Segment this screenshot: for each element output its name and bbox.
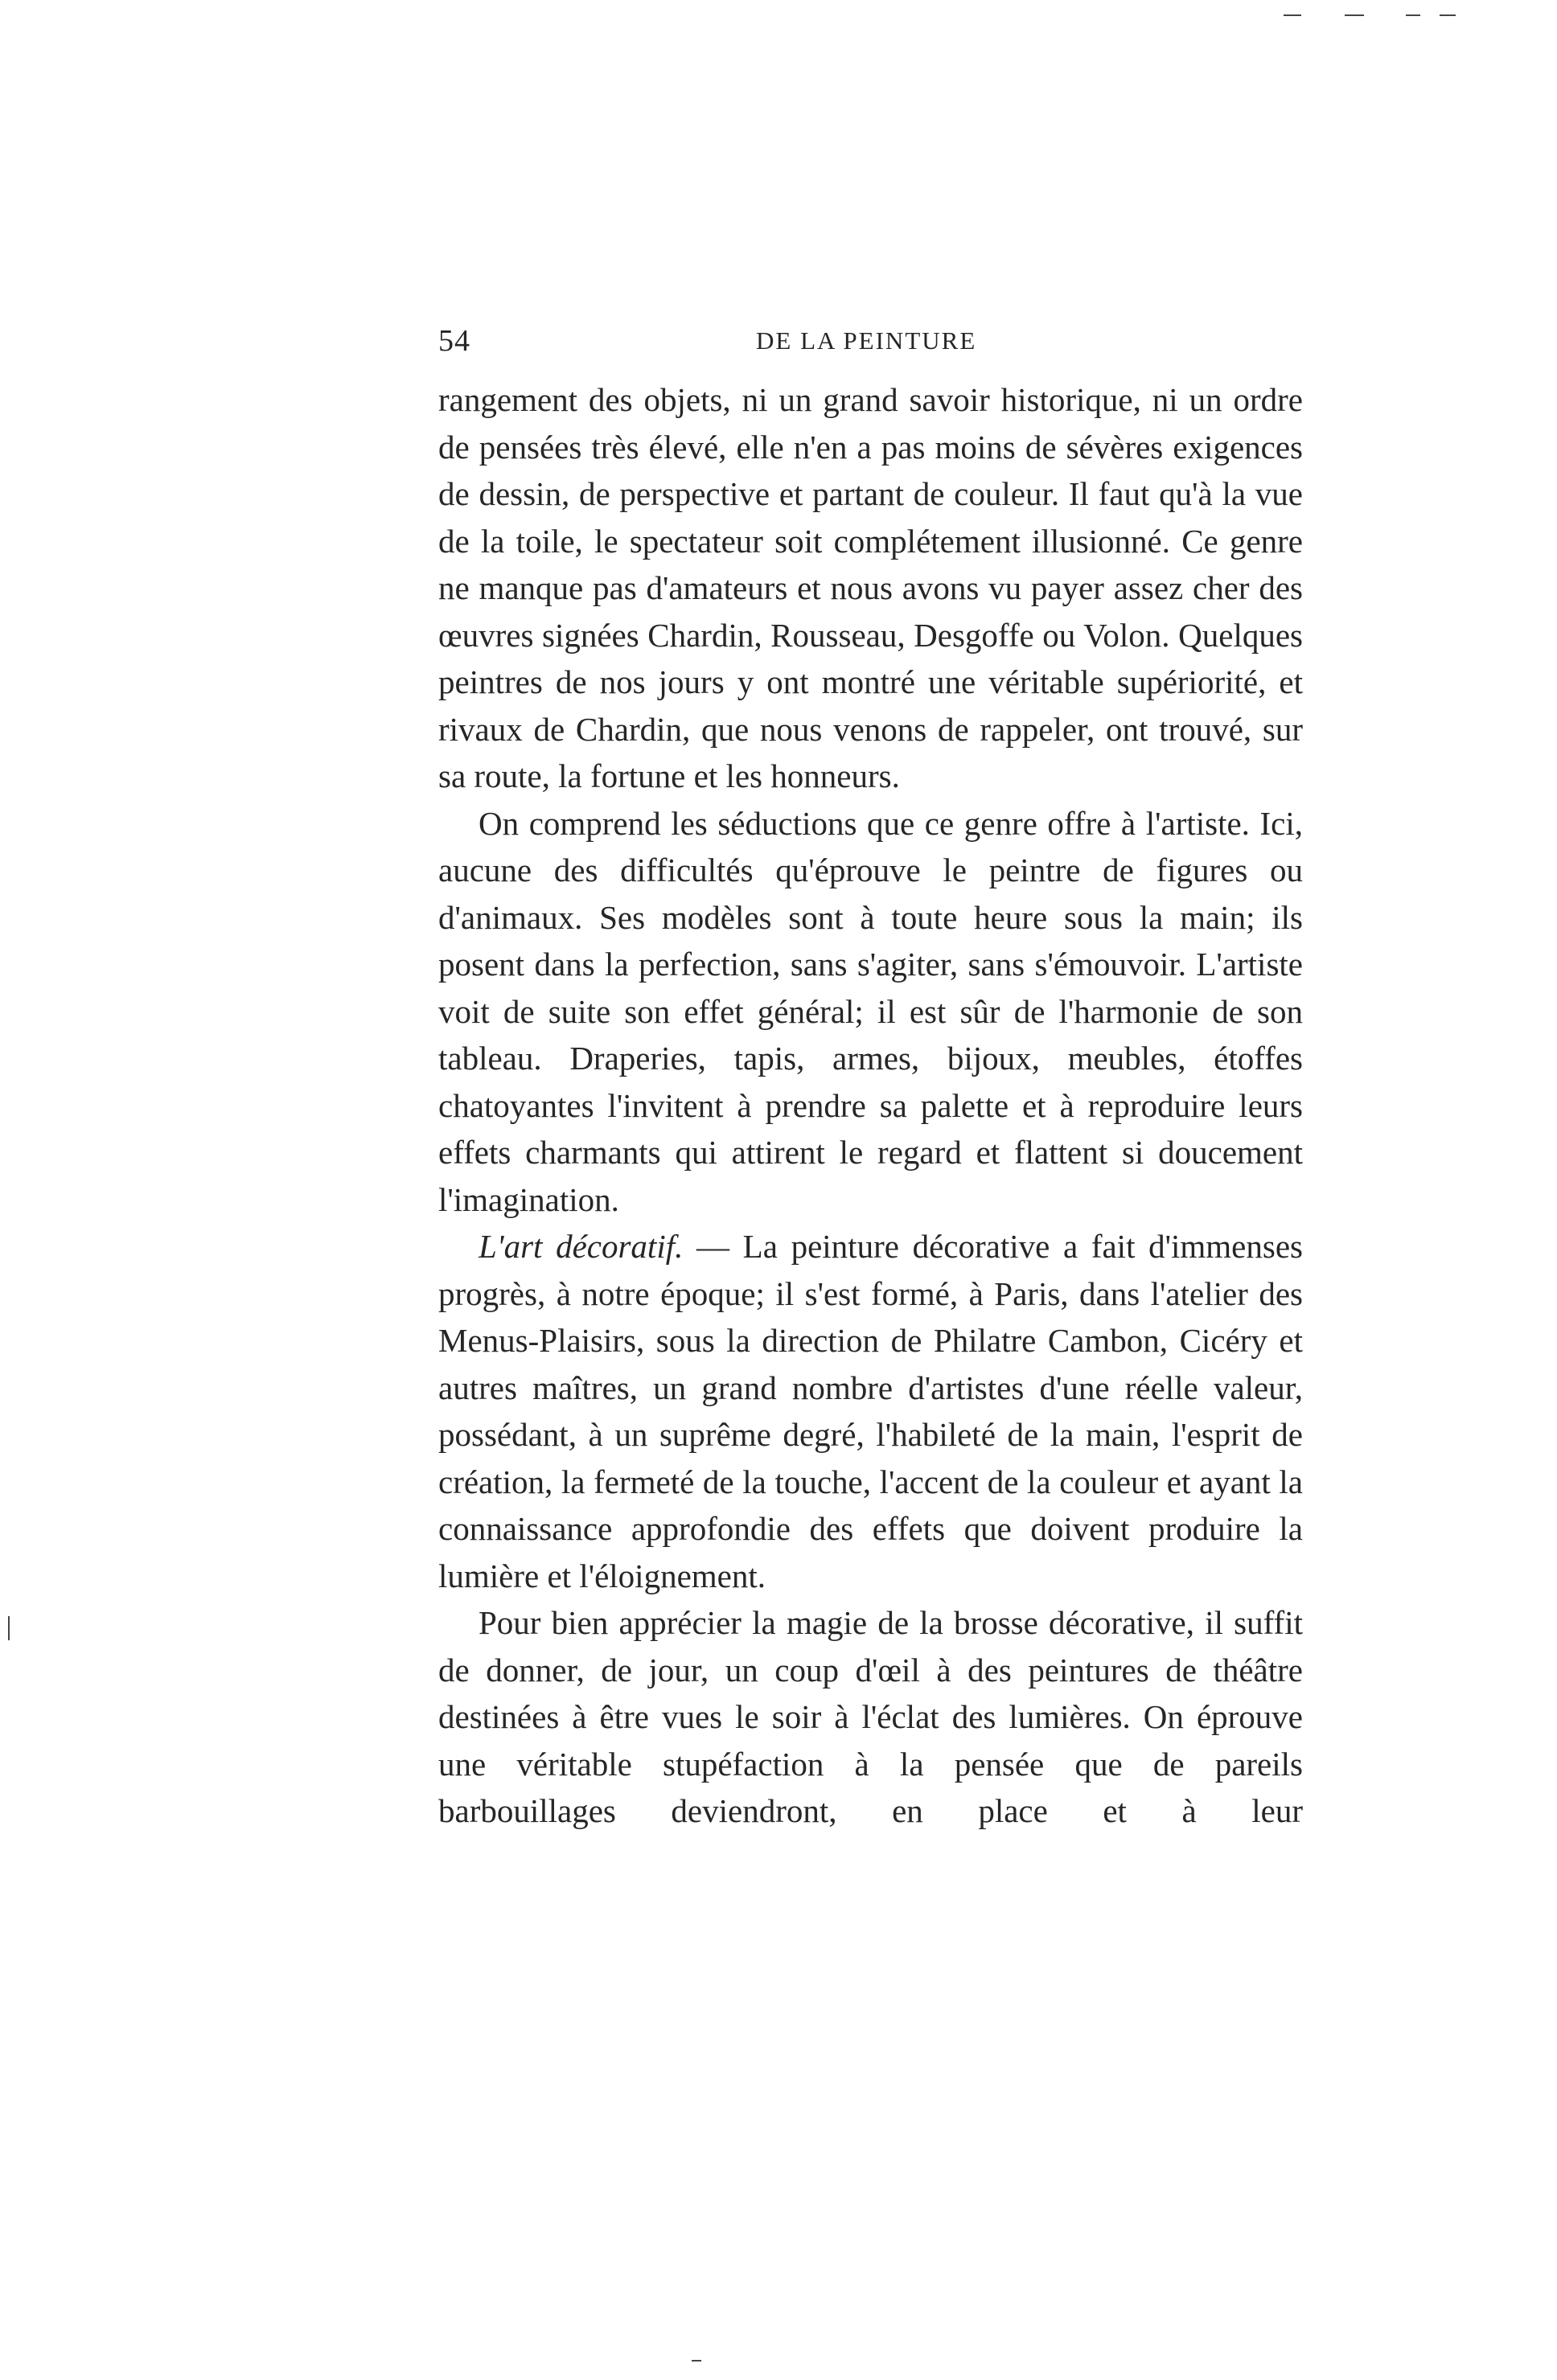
scan-mark	[1345, 14, 1364, 16]
paragraph	[438, 800, 1303, 1224]
body-text	[438, 376, 1303, 1835]
paragraph-text: Pour bien apprécier la magie de la brosse décorative, il suffit de donner, de jour, un coup d'œil à des peintures de théâtre destinées à être vues le soir à l'éclat des lumières. On éprouve une véritable stupéfaction à la pensée que de pareils barbouillages deviendront, en place et à leur	[438, 1604, 1303, 1829]
scan-mark	[1440, 14, 1456, 16]
running-title: DE LA PEINTURE	[756, 326, 977, 355]
page-number: 54	[438, 324, 470, 358]
running-head	[438, 323, 1303, 368]
paragraph-text: — La peinture décorative a fait d'immenses progrès, à notre époque; il s'est formé, à Paris, dans l'atelier des Menus-Plaisirs, sous la direction de Philatre Cambon, Cicéry et autres maîtres, un grand nombre d'artistes d'une réelle valeur, possédant, à un suprême degré, l'habileté de la main, l'esprit de création, la fermeté de la touche, l'accent de la couleur et ayant la connaissance approfondie des effets que doivent produire la lumière et l'éloignement.	[438, 1228, 1303, 1594]
paragraph-text: On comprend les séductions que ce genre offre à l'artiste. Ici, aucune des difficultés qu'éprouve le peintre de figures ou d'animaux. Ses modèles sont à toute heure sous la main; ils posent dans la perfection, sans s'agiter, sans s'émouvoir. L'artiste voit de suite son effet général; il est sûr de l'harmonie de son tableau. Draperies, tapis, armes, bijoux, meubles, étoffes chatoyantes l'invitent à prendre sa palette et à reproduire leurs effets charmants qui attirent le regard et flattent si doucement l'imagination.	[438, 804, 1303, 1218]
paragraph	[438, 376, 1303, 800]
scan-mark	[1284, 14, 1301, 16]
section-heading: L'art décoratif.	[479, 1228, 684, 1265]
scan-mark	[1406, 14, 1420, 16]
paragraph	[438, 1223, 1303, 1599]
scan-mark	[692, 2360, 701, 2362]
paragraph-text: rangement des objets, ni un grand savoir historique, ni un ordre de pensées très élevé, elle n'en a pas moins de sévères exigences de dessin, de perspective et partant de couleur. Il faut qu'à la vue de la toile, le spectateur soit complétement illusionné. Ce genre ne manque pas d'amateurs et nous avons vu payer assez cher des œuvres signées Chardin, Rousseau, Desgoffe ou Volon. Quelques peintres de nos jours y ont montré une véritable supériorité, et rivaux de Chardin, que nous venons de rappeler, ont trouvé, sur sa route, la fortune et les honneurs.	[438, 381, 1303, 794]
scan-mark	[8, 1616, 10, 1640]
paragraph	[438, 1599, 1303, 1835]
